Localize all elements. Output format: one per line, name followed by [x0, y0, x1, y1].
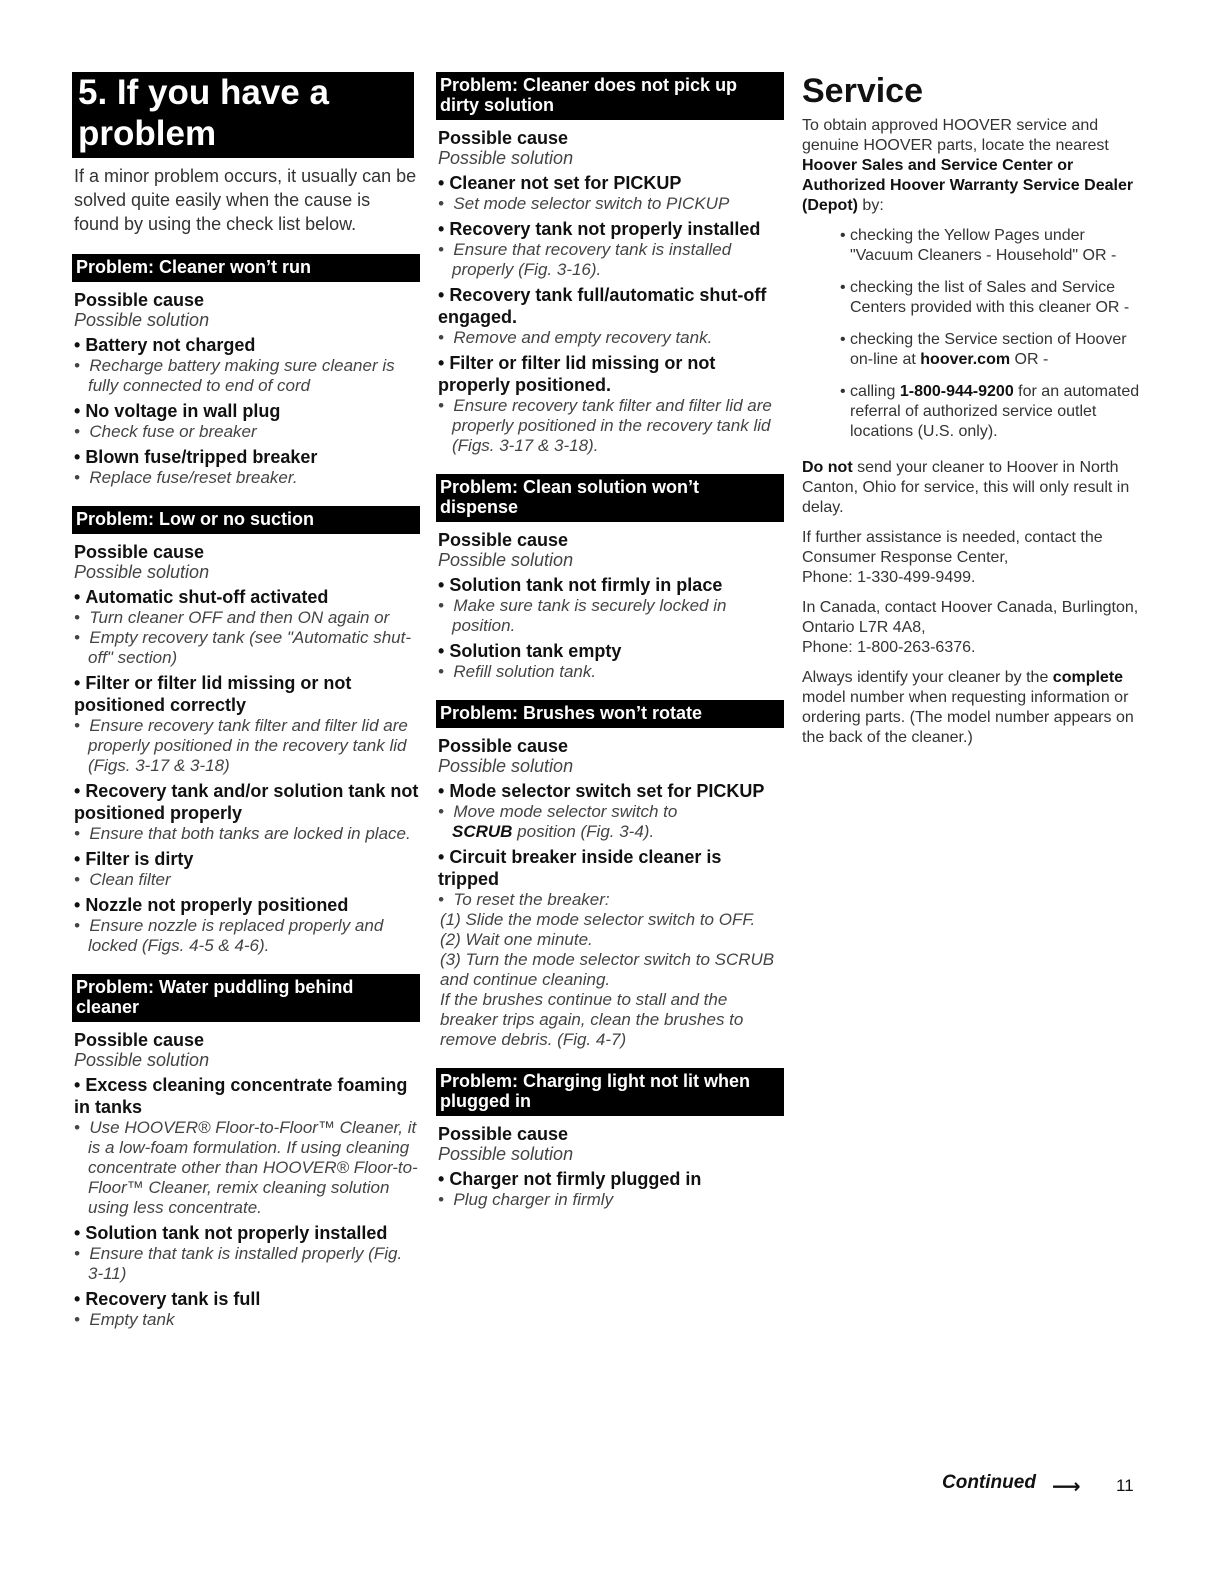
solution-step: (1) Slide the mode selector switch to OFF.: [440, 910, 756, 929]
solution-item: • Empty tank: [74, 1310, 420, 1330]
solution-item: • Plug charger in firmly: [438, 1190, 784, 1210]
contact-us: If further assistance is needed, contact the Consumer Response Center, Phone: 1-330-499-9499.: [802, 529, 1103, 586]
solution-item: • Refill solution tank.: [438, 662, 784, 682]
solution-text: position (Fig. 3-4).: [512, 822, 655, 841]
problem-block: [436, 72, 784, 456]
possible-solution-header: Possible solution: [438, 148, 574, 168]
section-title: 5. If you have a problem: [72, 72, 414, 158]
problem-block: [436, 1068, 784, 1210]
problem-block: [72, 254, 420, 488]
problem-block: [436, 474, 784, 682]
cause-item: • Cleaner not set for PICKUP: [438, 172, 784, 194]
service-option: [840, 382, 1145, 442]
problem-title: Problem: Charging light not lit when plugged in: [436, 1068, 784, 1116]
problem-title: Problem: Water puddling behind cleaner: [72, 974, 420, 1022]
page-number: 11: [1116, 1476, 1134, 1495]
cause-item: • Excess cleaning concentrate foaming in tanks: [74, 1074, 420, 1118]
service-option-text: calling: [850, 383, 900, 400]
possible-solution-header: Possible solution: [438, 550, 574, 570]
cause-item: • Battery not charged: [74, 334, 420, 356]
solution-item: • Ensure that tank is installed properly (Fig. 3-11): [74, 1244, 420, 1284]
possible-solution-header: Possible solution: [74, 562, 210, 582]
possible-cause-header: Possible cause: [438, 736, 569, 756]
problem-block: [72, 506, 420, 956]
problem-title: Problem: Brushes won’t rotate: [436, 700, 784, 728]
cause-item: • Nozzle not properly positioned: [74, 894, 420, 916]
service-option-text: checking the list of Sales and Service Centers provided with this cleaner OR -: [850, 279, 1130, 316]
possible-cause-header: Possible cause: [438, 530, 569, 550]
cause-item: • Recovery tank is full: [74, 1288, 420, 1310]
column-2: [436, 72, 784, 1228]
cause-item: • Automatic shut-off activated: [74, 586, 420, 608]
solution-step: (3) Turn the mode selector switch to SCRUB and continue cleaning.: [440, 950, 775, 989]
solution-item: • Make sure tank is securely locked in position.: [438, 596, 784, 636]
cause-item: • Recovery tank full/automatic shut-off engaged.: [438, 284, 784, 328]
possible-cause-header: Possible cause: [74, 1030, 205, 1050]
cause-item: • Filter is dirty: [74, 848, 420, 870]
cause-item: • Filter or filter lid missing or not positioned correctly: [74, 672, 420, 716]
do-not-note: Do not send your cleaner to Hoover in North Canton, Ohio for service, this will only result in delay.: [802, 459, 1130, 516]
cause-item: • Charger not firmly plugged in: [438, 1168, 784, 1190]
service-option-highlight: 1-800-944-9200: [899, 383, 1014, 400]
service-option-text: OR -: [1010, 351, 1049, 368]
possible-cause-header: Possible cause: [438, 128, 569, 148]
solution-step: (2) Wait one minute.: [440, 930, 593, 949]
problem-list: [72, 254, 420, 1330]
solution-item: • Clean filter: [74, 870, 420, 890]
problem-title: Problem: Cleaner won’t run: [72, 254, 420, 282]
service-option-text: checking the Yellow Pages under "Vacuum Cleaners - Household" OR -: [850, 227, 1117, 264]
intro-text: If a minor problem occurs, it usually can be solved quite easily when the cause is found by using the check list below.: [74, 166, 417, 234]
cause-item: • Recovery tank not properly installed: [438, 218, 784, 240]
solution-item: • Empty recovery tank (see "Automatic shut-off" section): [74, 628, 420, 668]
problem-block: [72, 974, 420, 1330]
column-3: [800, 72, 1145, 758]
cause-item: • Recovery tank and/or solution tank not positioned properly: [74, 780, 420, 824]
possible-cause-header: Possible cause: [74, 290, 205, 310]
cause-item: • Solution tank not properly installed: [74, 1222, 420, 1244]
cause-item: • Solution tank not firmly in place: [438, 574, 784, 596]
solution-item: • Use HOOVER® Floor-to-Floor™ Cleaner, it is a low-foam formulation. If using cleaning concentrate other than HOOVER® Floor-to-Floor™ Cleaner, remix cleaning solution using less concentrate.: [74, 1118, 420, 1218]
column-1: [72, 72, 420, 1348]
continued-label: Continued: [942, 1472, 1036, 1493]
service-options-list: [800, 226, 1145, 442]
solution-item: • Ensure nozzle is replaced properly and locked (Figs. 4-5 & 4-6).: [74, 916, 420, 956]
cause-item: • Circuit breaker inside cleaner is tripped: [438, 846, 784, 890]
solution-item: • Replace fuse/reset breaker.: [74, 468, 420, 488]
possible-solution-header: Possible solution: [74, 310, 210, 330]
solution-step: If the brushes continue to stall and the breaker trips again, clean the brushes to remove debris. (Fig. 4-7): [440, 990, 744, 1049]
service-intro: To obtain approved HOOVER service and genuine HOOVER parts, locate the nearest Hoover Sales and Service Center or Authorized Hoover Warranty Service Dealer (Depot) by:: [802, 117, 1134, 214]
solution-item: [438, 802, 784, 842]
service-option-highlight: hoover.com: [920, 351, 1011, 368]
possible-solution-header: Possible solution: [74, 1050, 210, 1070]
solution-item: • Remove and empty recovery tank.: [438, 328, 784, 348]
solution-text: Move mode selector switch to: [453, 802, 678, 821]
cause-item: • Mode selector switch set for PICKUP: [438, 780, 784, 802]
problem-title: Problem: Clean solution won’t dispense: [436, 474, 784, 522]
mode-name: SCRUB: [452, 822, 513, 841]
solution-item: • Set mode selector switch to PICKUP: [438, 194, 784, 214]
possible-cause-header: Possible cause: [438, 1124, 569, 1144]
arrow-right-icon: ⟶: [1052, 1476, 1081, 1498]
problem-title: Problem: Cleaner does not pick up dirty solution: [436, 72, 784, 120]
cause-item: • Blown fuse/tripped breaker: [74, 446, 420, 468]
problem-title: Problem: Low or no suction: [72, 506, 420, 534]
service-option: [840, 226, 1145, 266]
solution-item: • Ensure recovery tank filter and filter lid are properly positioned in the recovery tank lid (Figs. 3-17 & 3-18): [74, 716, 420, 776]
solution-item: • Turn cleaner OFF and then ON again or: [74, 608, 420, 628]
solution-item: • Ensure recovery tank filter and filter lid are properly positioned in the recovery tank lid (Figs. 3-17 & 3-18).: [438, 396, 784, 456]
cause-item: • Filter or filter lid missing or not properly positioned.: [438, 352, 784, 396]
model-number-note: Always identify your cleaner by the complete model number when requesting information or ordering parts. (The model number appears on the back of the cleaner.): [802, 669, 1134, 746]
service-option: [840, 330, 1145, 370]
service-title: Service: [802, 72, 923, 110]
service-option: [840, 278, 1145, 318]
problem-list: [436, 72, 784, 1210]
service-option-text: for an automated referral of authorized service outlet locations (U.S. only).: [850, 383, 1140, 440]
problem-block: [436, 700, 784, 1050]
possible-solution-header: Possible solution: [438, 756, 574, 776]
solution-item: • To reset the breaker:: [438, 890, 784, 910]
possible-cause-header: Possible cause: [74, 542, 205, 562]
cause-item: • No voltage in wall plug: [74, 400, 420, 422]
contact-canada: In Canada, contact Hoover Canada, Burlington, Ontario L7R 4A8, Phone: 1-800-263-6376.: [802, 599, 1139, 656]
service-option-text: checking the Service section of Hoover on-line at: [850, 331, 1127, 368]
solution-item: • Recharge battery making sure cleaner is fully connected to end of cord: [74, 356, 420, 396]
cause-item: • Solution tank empty: [438, 640, 784, 662]
solution-item: • Ensure that both tanks are locked in place.: [74, 824, 420, 844]
possible-solution-header: Possible solution: [438, 1144, 574, 1164]
solution-item: • Check fuse or breaker: [74, 422, 420, 442]
solution-item: • Ensure that recovery tank is installed properly (Fig. 3-16).: [438, 240, 784, 280]
